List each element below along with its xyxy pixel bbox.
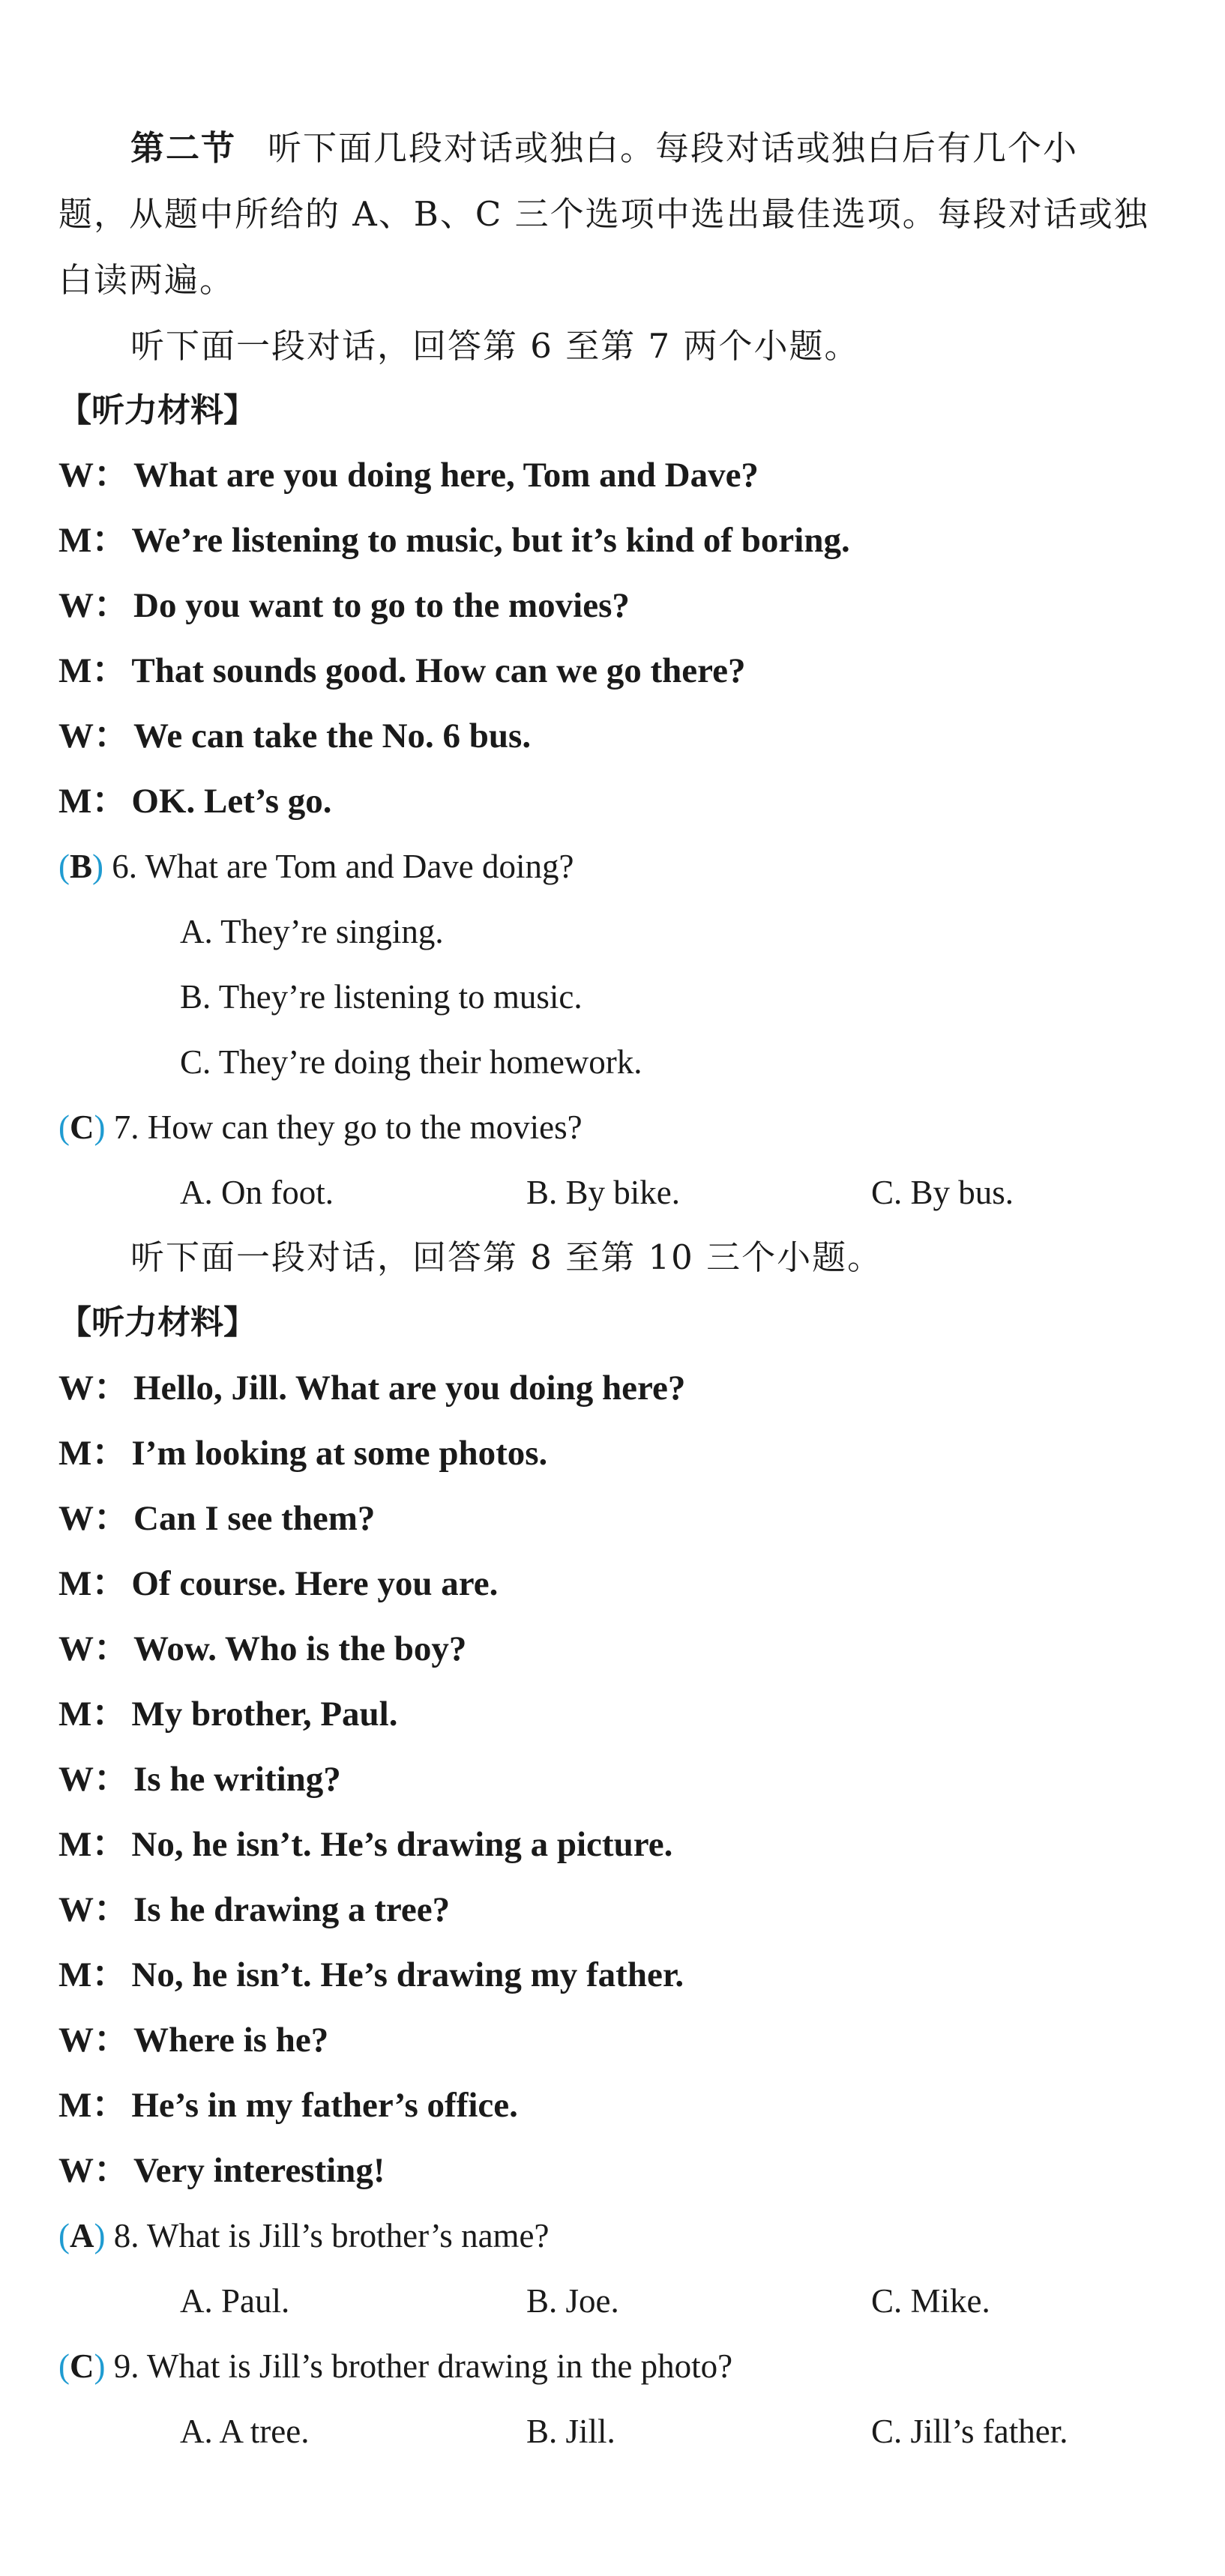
dialogue-line xyxy=(58,779,332,824)
option-c: C. Mike. xyxy=(871,2282,990,2320)
intro-text-1: 听下面几段对话或独白。每段对话或独白后有几个小 xyxy=(268,128,1079,168)
dialogue-text: What are you doing here, Tom and Dave? xyxy=(133,456,759,495)
section-lead: 第二节 xyxy=(130,128,237,168)
dialogue-line xyxy=(58,453,759,498)
dialogue-text: Is he drawing a tree? xyxy=(133,1890,451,1929)
dialogue-text: Can I see them? xyxy=(133,1499,376,1538)
question-text: 7. How can they go to the movies? xyxy=(113,1108,583,1146)
answer-bracket-open: ( xyxy=(58,2347,70,2385)
dialogue-text: I’m looking at some photos. xyxy=(131,1434,548,1473)
part1-listening-header: 【听力材料】 xyxy=(58,391,256,429)
dialogue-text: He’s in my father’s office. xyxy=(131,2086,518,2125)
answer-bracket-open: ( xyxy=(58,848,70,885)
answer-choice: A xyxy=(70,2217,94,2254)
part2-listening-header: 【听力材料】 xyxy=(58,1303,256,1342)
answer-choice: B xyxy=(70,848,93,885)
speaker-label: W： xyxy=(58,1369,129,1408)
option-c: C. They’re doing their homework. xyxy=(180,1043,642,1081)
answer-bracket-close: ) xyxy=(94,2217,106,2254)
speaker-label: W： xyxy=(58,1629,129,1668)
dialogue-text: We’re listening to music, but it’s kind of boring. xyxy=(131,521,850,560)
dialogue-line xyxy=(58,1952,684,1997)
speaker-label: M： xyxy=(58,651,127,690)
dialogue-text: Very interesting! xyxy=(133,2151,385,2190)
speaker-label: M： xyxy=(58,1955,127,1994)
section-intro-line-2: 题，从题中所给的 A、B、C 三个选项中选出最佳选项。每段对话或独 xyxy=(58,194,1149,234)
option-a: A. They’re singing. xyxy=(180,913,444,950)
dialogue-line xyxy=(58,1822,672,1867)
dialogue-text: Is he writing? xyxy=(133,1760,341,1799)
speaker-label: M： xyxy=(58,1825,127,1864)
section-intro-line-3: 白读两遍。 xyxy=(58,260,235,300)
speaker-label: W： xyxy=(58,2151,129,2190)
dialogue-text: OK. Let’s go. xyxy=(131,782,332,821)
speaker-label: W： xyxy=(58,717,129,755)
speaker-label: W： xyxy=(58,586,129,625)
section-intro-line-1 xyxy=(130,126,1078,171)
answer-choice: C xyxy=(70,1108,94,1146)
dialogue-line xyxy=(58,1626,466,1671)
speaker-label: M： xyxy=(58,1564,127,1603)
dialogue-line xyxy=(58,1366,685,1411)
question-7 xyxy=(58,1105,583,1150)
answer-bracket-open: ( xyxy=(58,1108,70,1146)
answer-bracket-close: ) xyxy=(94,2347,106,2385)
answer-bracket-close: ) xyxy=(92,848,104,885)
speaker-label: M： xyxy=(58,521,127,560)
speaker-label: W： xyxy=(58,1890,129,1929)
dialogue-text: Do you want to go to the movies? xyxy=(133,586,630,625)
dialogue-text: We can take the No. 6 bus. xyxy=(133,717,532,755)
dialogue-line xyxy=(58,2083,518,2128)
dialogue-text: Hello, Jill. What are you doing here? xyxy=(133,1369,686,1408)
speaker-label: W： xyxy=(58,1499,129,1538)
dialogue-text: Where is he? xyxy=(133,2021,329,2060)
dialogue-line xyxy=(58,1431,547,1476)
option-a: A. On foot. xyxy=(180,1174,334,1211)
speaker-label: M： xyxy=(58,1434,127,1473)
option-c: C. By bus. xyxy=(871,1174,1014,1211)
question-8 xyxy=(58,2213,550,2258)
option-c: C. Jill’s father. xyxy=(871,2413,1068,2450)
speaker-label: W： xyxy=(58,1760,129,1799)
question-6 xyxy=(58,844,574,889)
question-9 xyxy=(58,2344,732,2389)
dialogue-text: Wow. Who is the boy? xyxy=(133,1629,467,1668)
option-a: A. Paul. xyxy=(180,2282,290,2320)
answer-bracket-open: ( xyxy=(58,2217,70,2254)
dialogue-line xyxy=(58,583,630,628)
speaker-label: M： xyxy=(58,1695,127,1734)
dialogue-line xyxy=(58,1757,341,1802)
option-b: B. Joe. xyxy=(526,2282,619,2320)
dialogue-line xyxy=(58,714,531,758)
part1-instruction: 听下面一段对话，回答第 6 至第 7 两个小题。 xyxy=(130,326,860,366)
dialogue-text: That sounds good. How can we go there? xyxy=(131,651,746,690)
dialogue-line xyxy=(58,1887,450,1932)
dialogue-text: Of course. Here you are. xyxy=(131,1564,499,1603)
option-b: B. They’re listening to music. xyxy=(180,978,583,1016)
dialogue-line xyxy=(58,648,745,693)
dialogue-line xyxy=(58,518,850,563)
dialogue-text: My brother, Paul. xyxy=(131,1695,398,1734)
answer-bracket-close: ) xyxy=(94,1108,106,1146)
speaker-label: W： xyxy=(58,456,129,495)
question-text: 8. What is Jill’s brother’s name? xyxy=(113,2217,550,2254)
dialogue-text: No, he isn’t. He’s drawing my father. xyxy=(131,1955,684,1994)
speaker-label: W： xyxy=(58,2021,129,2060)
question-text: 9. What is Jill’s brother drawing in the photo? xyxy=(113,2347,733,2385)
option-a: A. A tree. xyxy=(180,2413,310,2450)
dialogue-line xyxy=(58,1496,375,1541)
dialogue-line xyxy=(58,2018,328,2063)
option-b: B. By bike. xyxy=(526,1174,681,1211)
part2-instruction: 听下面一段对话，回答第 8 至第 10 三个小题。 xyxy=(130,1237,883,1277)
dialogue-line xyxy=(58,1692,398,1737)
question-text: 6. What are Tom and Dave doing? xyxy=(112,848,574,885)
speaker-label: M： xyxy=(58,782,127,821)
dialogue-text: No, he isn’t. He’s drawing a picture. xyxy=(131,1825,673,1864)
speaker-label: M： xyxy=(58,2086,127,2125)
option-b: B. Jill. xyxy=(526,2413,615,2450)
dialogue-line xyxy=(58,1561,498,1606)
dialogue-line xyxy=(58,2148,385,2193)
answer-choice: C xyxy=(70,2347,94,2385)
